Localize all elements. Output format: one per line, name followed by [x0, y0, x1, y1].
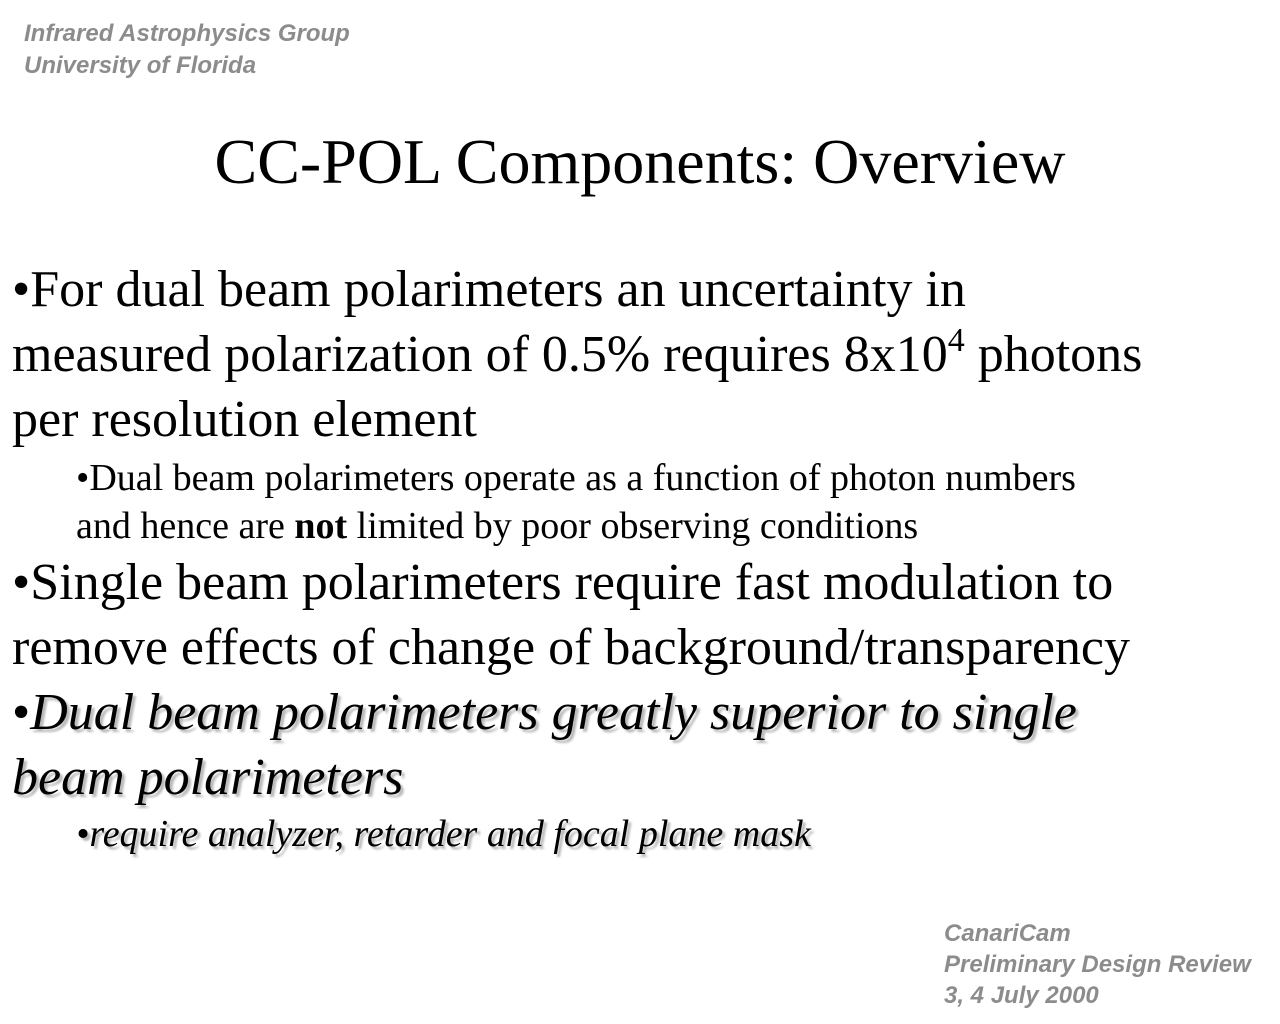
- sub-bullet-marker: •: [76, 457, 90, 499]
- slide-body: [12, 257, 1272, 858]
- sub-bullet-1-line-2: [12, 502, 1272, 550]
- sub-bullet-3-line-1: require analyzer, retarder and focal plane mask: [89, 813, 811, 855]
- bullet-1-line-2-end: photons: [964, 326, 1143, 383]
- bullet-1-line-2: measured polarization of 0.5% requires 8x10: [12, 326, 948, 383]
- bullet-3-line-2: beam polarimeters: [12, 749, 404, 806]
- sub-bullet-marker: •: [76, 813, 90, 855]
- sub-bullet-1-line-2-pre: and hence are: [76, 505, 295, 547]
- sub-bullet-1-line-2-post: limited by poor observing conditions: [347, 505, 919, 547]
- bullet-marker: •: [12, 261, 31, 318]
- bullet-2-line-1: Single beam polarimeters require fast modulation to: [30, 554, 1114, 611]
- footer-event-info: [944, 918, 1251, 1011]
- header-affiliation: [24, 18, 350, 82]
- bullet-3-line-1: Dual beam polarimeters greatly superior to single: [30, 684, 1077, 741]
- emphasis-not: not: [294, 505, 348, 547]
- bullet-marker: •: [12, 554, 31, 611]
- bullet-1-line-1: For dual beam polarimeters an uncertainty in: [30, 261, 966, 318]
- sub-bullet-1-line-1: Dual beam polarimeters operate as a function of photon numbers: [89, 457, 1076, 499]
- bullet-marker: •: [12, 684, 31, 741]
- exponent: 4: [947, 322, 965, 359]
- bullet-2: [12, 550, 1272, 615]
- bullet-2-line-2: remove effects of change of background/transparency: [12, 619, 1130, 676]
- university-name: University of Florida: [24, 52, 257, 79]
- project-name: CanariCam: [944, 920, 1071, 947]
- group-name: Infrared Astrophysics Group: [24, 20, 350, 47]
- sub-bullet-1: [12, 454, 1272, 502]
- sub-bullet-3: [12, 810, 1272, 858]
- review-date: 3, 4 July 2000: [944, 982, 1099, 1009]
- review-name: Preliminary Design Review: [944, 951, 1251, 978]
- bullet-1-line-3: per resolution element: [12, 391, 477, 448]
- slide-title: CC-POL Components: Overview: [214, 126, 1066, 197]
- bullet-1-line-2-wrap: [12, 322, 1272, 387]
- bullet-3: [12, 680, 1272, 745]
- bullet-1: [12, 257, 1272, 322]
